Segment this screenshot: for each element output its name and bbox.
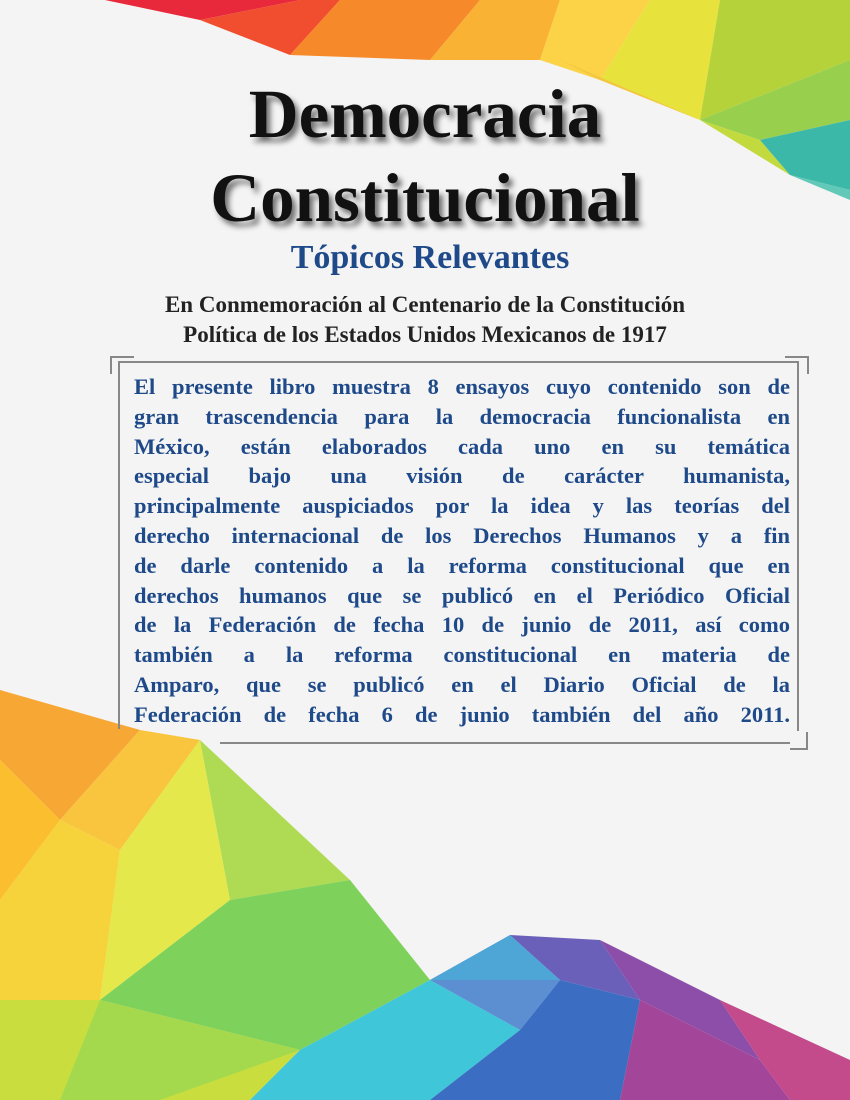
frame-top-border <box>118 361 798 363</box>
frame-corner-bottom-right <box>790 732 808 750</box>
description-line: derechos humanos que se publicó en el Periódico Oficial <box>134 582 790 608</box>
title-line-1: Democracia <box>248 76 602 152</box>
description-line: especial bajo una visión de carácter humanista, <box>134 463 790 489</box>
commemoration-text <box>0 290 850 350</box>
frame-bottom-border <box>220 742 790 744</box>
description-line: Amparo, que se publicó en el Diario Oficial de la <box>134 671 790 697</box>
description-text <box>134 372 790 730</box>
description-line: México, están elaborados cada uno en su temática <box>134 433 790 459</box>
subtitle: Tópicos Relevantes <box>290 239 570 276</box>
commemoration-line-2: Política de los Estados Unidos Mexicanos de 1917 <box>183 322 667 347</box>
description-line: de la Federación de fecha 10 de junio de 2011, así como <box>134 612 790 638</box>
description-line: gran trascendencia para la democracia funcionalista en <box>134 403 790 429</box>
frame-corner-top-left <box>110 356 134 374</box>
description-line: El presente libro muestra 8 ensayos cuyo contenido son de <box>134 374 790 399</box>
commemoration-line-1: En Conmemoración al Centenario de la Constitución <box>164 292 686 317</box>
title-line-2: Constitucional <box>210 160 640 236</box>
frame-left-border <box>118 361 120 729</box>
description-line: principalmente auspiciados por la idea y las teorías del <box>134 493 790 519</box>
description-line: Federación de fecha 6 de junio también del año 2011. <box>134 701 790 727</box>
description-line: de darle contenido a la reforma constitucional que en <box>134 552 790 578</box>
description-line: derecho internacional de los Derechos Humanos y a fin <box>134 522 790 548</box>
frame-right-border <box>797 361 799 731</box>
description-line: también a la reforma constitucional en materia de <box>134 642 790 668</box>
